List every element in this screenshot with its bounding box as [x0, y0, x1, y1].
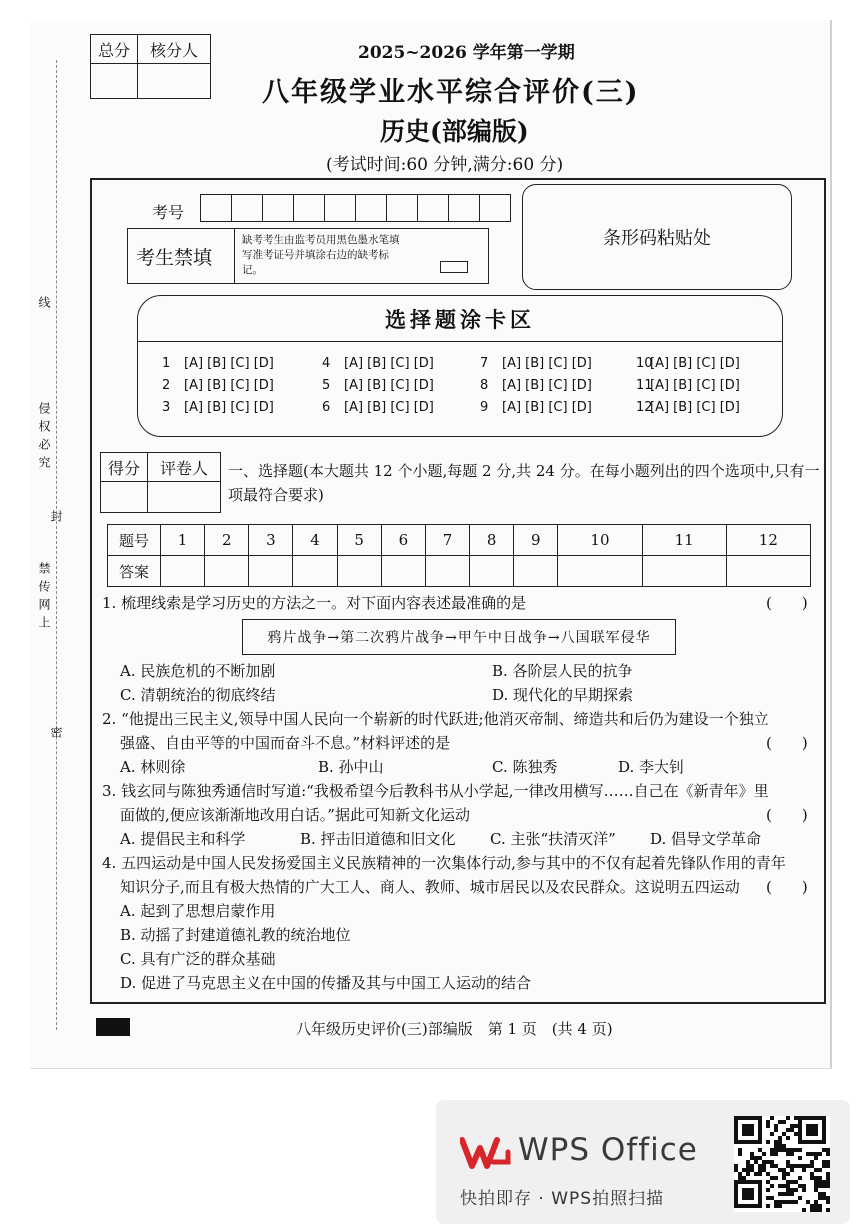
- answer-table-cell[interactable]: [161, 556, 205, 587]
- side-feng: 封: [49, 510, 63, 528]
- answer-table-cell[interactable]: [558, 556, 642, 587]
- choice-item-options[interactable]: [A] [B] [C] [D]: [344, 400, 434, 415]
- score-checker-label: 核分人: [138, 35, 211, 64]
- answer-table-number: 8: [470, 525, 514, 556]
- wps-brand-name: WPS Office: [518, 1132, 698, 1168]
- choice-area-divider: [138, 341, 782, 342]
- side-rights: 侵权必究: [37, 402, 51, 474]
- answer-table-number-label: 题号: [108, 525, 161, 556]
- q1-option-d: D. 现代化的早期探索: [492, 686, 634, 704]
- choice-item-number: 1: [162, 356, 171, 371]
- choice-item[interactable]: [322, 400, 434, 415]
- score-checker-cell: [138, 64, 211, 99]
- choice-item-number: 3: [162, 400, 171, 415]
- choice-item[interactable]: [162, 356, 274, 371]
- q1-chain-box: 鸦片战争→第二次鸦片战争→甲午中日战争→八国联军侵华: [242, 619, 676, 655]
- q3-stem-line2: 面做的,便应该渐渐地改用白话。”据此可知新文化运动: [120, 806, 470, 824]
- forbidden-note: 缺考考生由监考员用黑色墨水笔填写准考证号并填涂右边的缺考标记。: [242, 234, 400, 276]
- wps-watermark: [436, 1100, 850, 1224]
- q2-option-d: D. 李大钊: [618, 758, 685, 776]
- choice-item[interactable]: [480, 400, 592, 415]
- choice-item-number: 7: [480, 356, 489, 371]
- exam-info: (考试时间:60 分钟,满分:60 分): [326, 155, 564, 175]
- q1-option-a: A. 民族危机的不断加剧: [120, 662, 276, 680]
- q2-option-b: B. 孙中山: [318, 758, 384, 776]
- choice-item-number: 2: [162, 378, 171, 393]
- exam-number-cell[interactable]: [418, 195, 449, 221]
- exam-number-cell[interactable]: [263, 195, 294, 221]
- answer-table-number: 5: [337, 525, 381, 556]
- choice-item-options[interactable]: [A] [B] [C] [D]: [184, 356, 274, 371]
- choice-item[interactable]: [636, 356, 740, 371]
- q3-option-a: A. 提倡民主和科学: [120, 830, 246, 848]
- choice-item-number: 6: [322, 400, 331, 415]
- q4-option-b: B. 动摇了封建道德礼教的统治地位: [120, 926, 351, 944]
- examinee-forbidden-box: [127, 228, 489, 284]
- answer-table-number: 10: [558, 525, 642, 556]
- choice-item-number: 12: [636, 400, 653, 415]
- choice-item[interactable]: [162, 400, 274, 415]
- choice-item[interactable]: [322, 378, 434, 393]
- choice-answer-area: [137, 295, 783, 437]
- q4-option-d: D. 促进了马克思主义在中国的传播及其与中国工人运动的结合: [120, 974, 532, 992]
- choice-item-options[interactable]: [A] [B] [C] [D]: [184, 400, 274, 415]
- exam-number-cell[interactable]: [232, 195, 263, 221]
- answer-table-cell[interactable]: [381, 556, 425, 587]
- q4-option-a: A. 起到了思想启蒙作用: [120, 902, 276, 920]
- exam-number-cell[interactable]: [294, 195, 325, 221]
- choice-item-number: 4: [322, 356, 331, 371]
- q1-option-c: C. 清朝统治的彻底终结: [120, 686, 276, 704]
- page-footer: 八年级历史评价(三)部编版 第 1 页 (共 4 页): [296, 1020, 613, 1038]
- answer-table-cell[interactable]: [205, 556, 249, 587]
- choice-item-options[interactable]: [A] [B] [C] [D]: [502, 378, 592, 393]
- choice-item-options[interactable]: [A] [B] [C] [D]: [502, 356, 592, 371]
- answer-table-number: 11: [642, 525, 726, 556]
- q2-stem-line2: 强盛、自由平等的中国而奋斗不息。”材料评述的是: [120, 734, 451, 752]
- exam-number-cell[interactable]: [201, 195, 232, 221]
- side-piracy: 禁传网上: [37, 562, 51, 634]
- answer-table-cell[interactable]: [293, 556, 337, 587]
- total-score-cell: [91, 64, 138, 99]
- absent-mark-box[interactable]: [440, 261, 468, 273]
- exam-number-cells[interactable]: [200, 194, 511, 222]
- q3-option-c: C. 主张“扶清灭洋”: [490, 830, 616, 848]
- school-year: 2025~2026 学年第一学期: [358, 43, 575, 63]
- binding-line: [56, 60, 57, 1030]
- q2-option-a: A. 林则徐: [120, 758, 186, 776]
- total-score-label: 总分: [91, 35, 138, 64]
- choice-item-options[interactable]: [A] [B] [C] [D]: [344, 378, 434, 393]
- answer-table-cell[interactable]: [514, 556, 558, 587]
- choice-item-options[interactable]: [A] [B] [C] [D]: [650, 356, 740, 371]
- answer-table-number: 9: [514, 525, 558, 556]
- answer-table-number: 6: [381, 525, 425, 556]
- q1-stem: 1. 梳理线索是学习历史的方法之一。对下面内容表述最准确的是: [102, 594, 527, 612]
- exam-number-cell[interactable]: [449, 195, 480, 221]
- section-title: 一、选择题(本大题共 12 个小题,每题 2 分,共 24 分。在每小题列出的四个选项中,只有一项最符合要求): [228, 462, 820, 504]
- choice-item[interactable]: [480, 356, 592, 371]
- q4-option-c: C. 具有广泛的群众基础: [120, 950, 276, 968]
- choice-item-options[interactable]: [A] [B] [C] [D]: [650, 378, 740, 393]
- choice-item-options[interactable]: [A] [B] [C] [D]: [502, 400, 592, 415]
- q1-bracket: ( ): [766, 594, 808, 612]
- q4-bracket: ( ): [766, 878, 808, 896]
- q3-bracket: ( ): [766, 806, 808, 824]
- answer-table-cell[interactable]: [726, 556, 810, 587]
- answer-table-cell[interactable]: [470, 556, 514, 587]
- answer-table-number: 12: [726, 525, 810, 556]
- page-title: 八年级学业水平综合评价(三): [262, 77, 640, 108]
- choice-item[interactable]: [480, 378, 592, 393]
- grader-score-label: 得分: [101, 453, 148, 482]
- answer-table-number: 4: [293, 525, 337, 556]
- wps-slogan: 快拍即存 · WPS拍照扫描: [460, 1189, 665, 1209]
- grader-name-cell: [148, 482, 221, 513]
- choice-item-number: 8: [480, 378, 489, 393]
- subject-title: 历史(部编版): [380, 117, 529, 146]
- barcode-area: 条形码粘贴处: [522, 184, 792, 290]
- choice-item[interactable]: [162, 378, 274, 393]
- q4-stem-line2: 知识分子,而且有极大热情的广大工人、商人、教师、城市居民以及农民群众。这说明五四运动: [120, 878, 740, 896]
- q2-bracket: ( ): [766, 734, 808, 752]
- side-mi: 密: [49, 726, 63, 744]
- exam-number-cell[interactable]: [325, 195, 356, 221]
- wps-logo-icon: [460, 1136, 514, 1170]
- choice-item-number: 11: [636, 378, 653, 393]
- side-xian: 线: [37, 296, 51, 314]
- answer-table-cell[interactable]: [249, 556, 293, 587]
- choice-item-number: 10: [636, 356, 653, 371]
- forbidden-divider: [234, 229, 235, 283]
- q4-stem-line1: 4. 五四运动是中国人民发扬爱国主义民族精神的一次集体行动,参与其中的不仅有起着先锋队作用的青年: [102, 854, 786, 872]
- choice-item-options[interactable]: [A] [B] [C] [D]: [650, 400, 740, 415]
- q3-stem-line1: 3. 钱玄同与陈独秀通信时写道:“我极希望今后教科书从小学起,一律改用横写……自己在《新青年》里: [102, 782, 769, 800]
- qr-code-icon: [734, 1116, 830, 1212]
- q3-option-d: D. 倡导文学革命: [650, 830, 762, 848]
- choice-area-title: 选择题涂卡区: [385, 307, 535, 332]
- answer-table-number: 3: [249, 525, 293, 556]
- answer-table-number: 7: [425, 525, 469, 556]
- choice-item[interactable]: [636, 400, 740, 415]
- exam-number-cell[interactable]: [387, 195, 418, 221]
- choice-item[interactable]: [322, 356, 434, 371]
- answer-table-cell[interactable]: [425, 556, 469, 587]
- choice-item[interactable]: [636, 378, 740, 393]
- answer-table-answer-label: 答案: [108, 556, 161, 587]
- total-score-table: [90, 34, 211, 99]
- choice-item-number: 5: [322, 378, 331, 393]
- exam-number-label: 考号: [152, 203, 185, 222]
- exam-number-cell[interactable]: [356, 195, 387, 221]
- choice-item-number: 9: [480, 400, 489, 415]
- q2-option-c: C. 陈独秀: [492, 758, 558, 776]
- q2-stem-line1: 2. “他提出三民主义,领导中国人民向一个崭新的时代跃进;他消灭帝制、缔造共和后仍为建设一个独立: [102, 710, 769, 728]
- q3-option-b: B. 抨击旧道德和旧文化: [300, 830, 456, 848]
- choice-item-options[interactable]: [A] [B] [C] [D]: [184, 378, 274, 393]
- grader-table: [100, 452, 221, 513]
- answer-table: [107, 524, 811, 587]
- answer-table-cell[interactable]: [642, 556, 726, 587]
- exam-number-cell[interactable]: [480, 195, 510, 221]
- forbidden-label: 考生禁填: [136, 247, 213, 269]
- grader-name-label: 评卷人: [148, 453, 221, 482]
- choice-item-options[interactable]: [A] [B] [C] [D]: [344, 356, 434, 371]
- q1-option-b: B. 各阶层人民的抗争: [492, 662, 633, 680]
- grader-score-cell: [101, 482, 148, 513]
- answer-table-cell[interactable]: [337, 556, 381, 587]
- positioning-mark: [96, 1018, 130, 1036]
- answer-table-number: 1: [161, 525, 205, 556]
- answer-table-number: 2: [205, 525, 249, 556]
